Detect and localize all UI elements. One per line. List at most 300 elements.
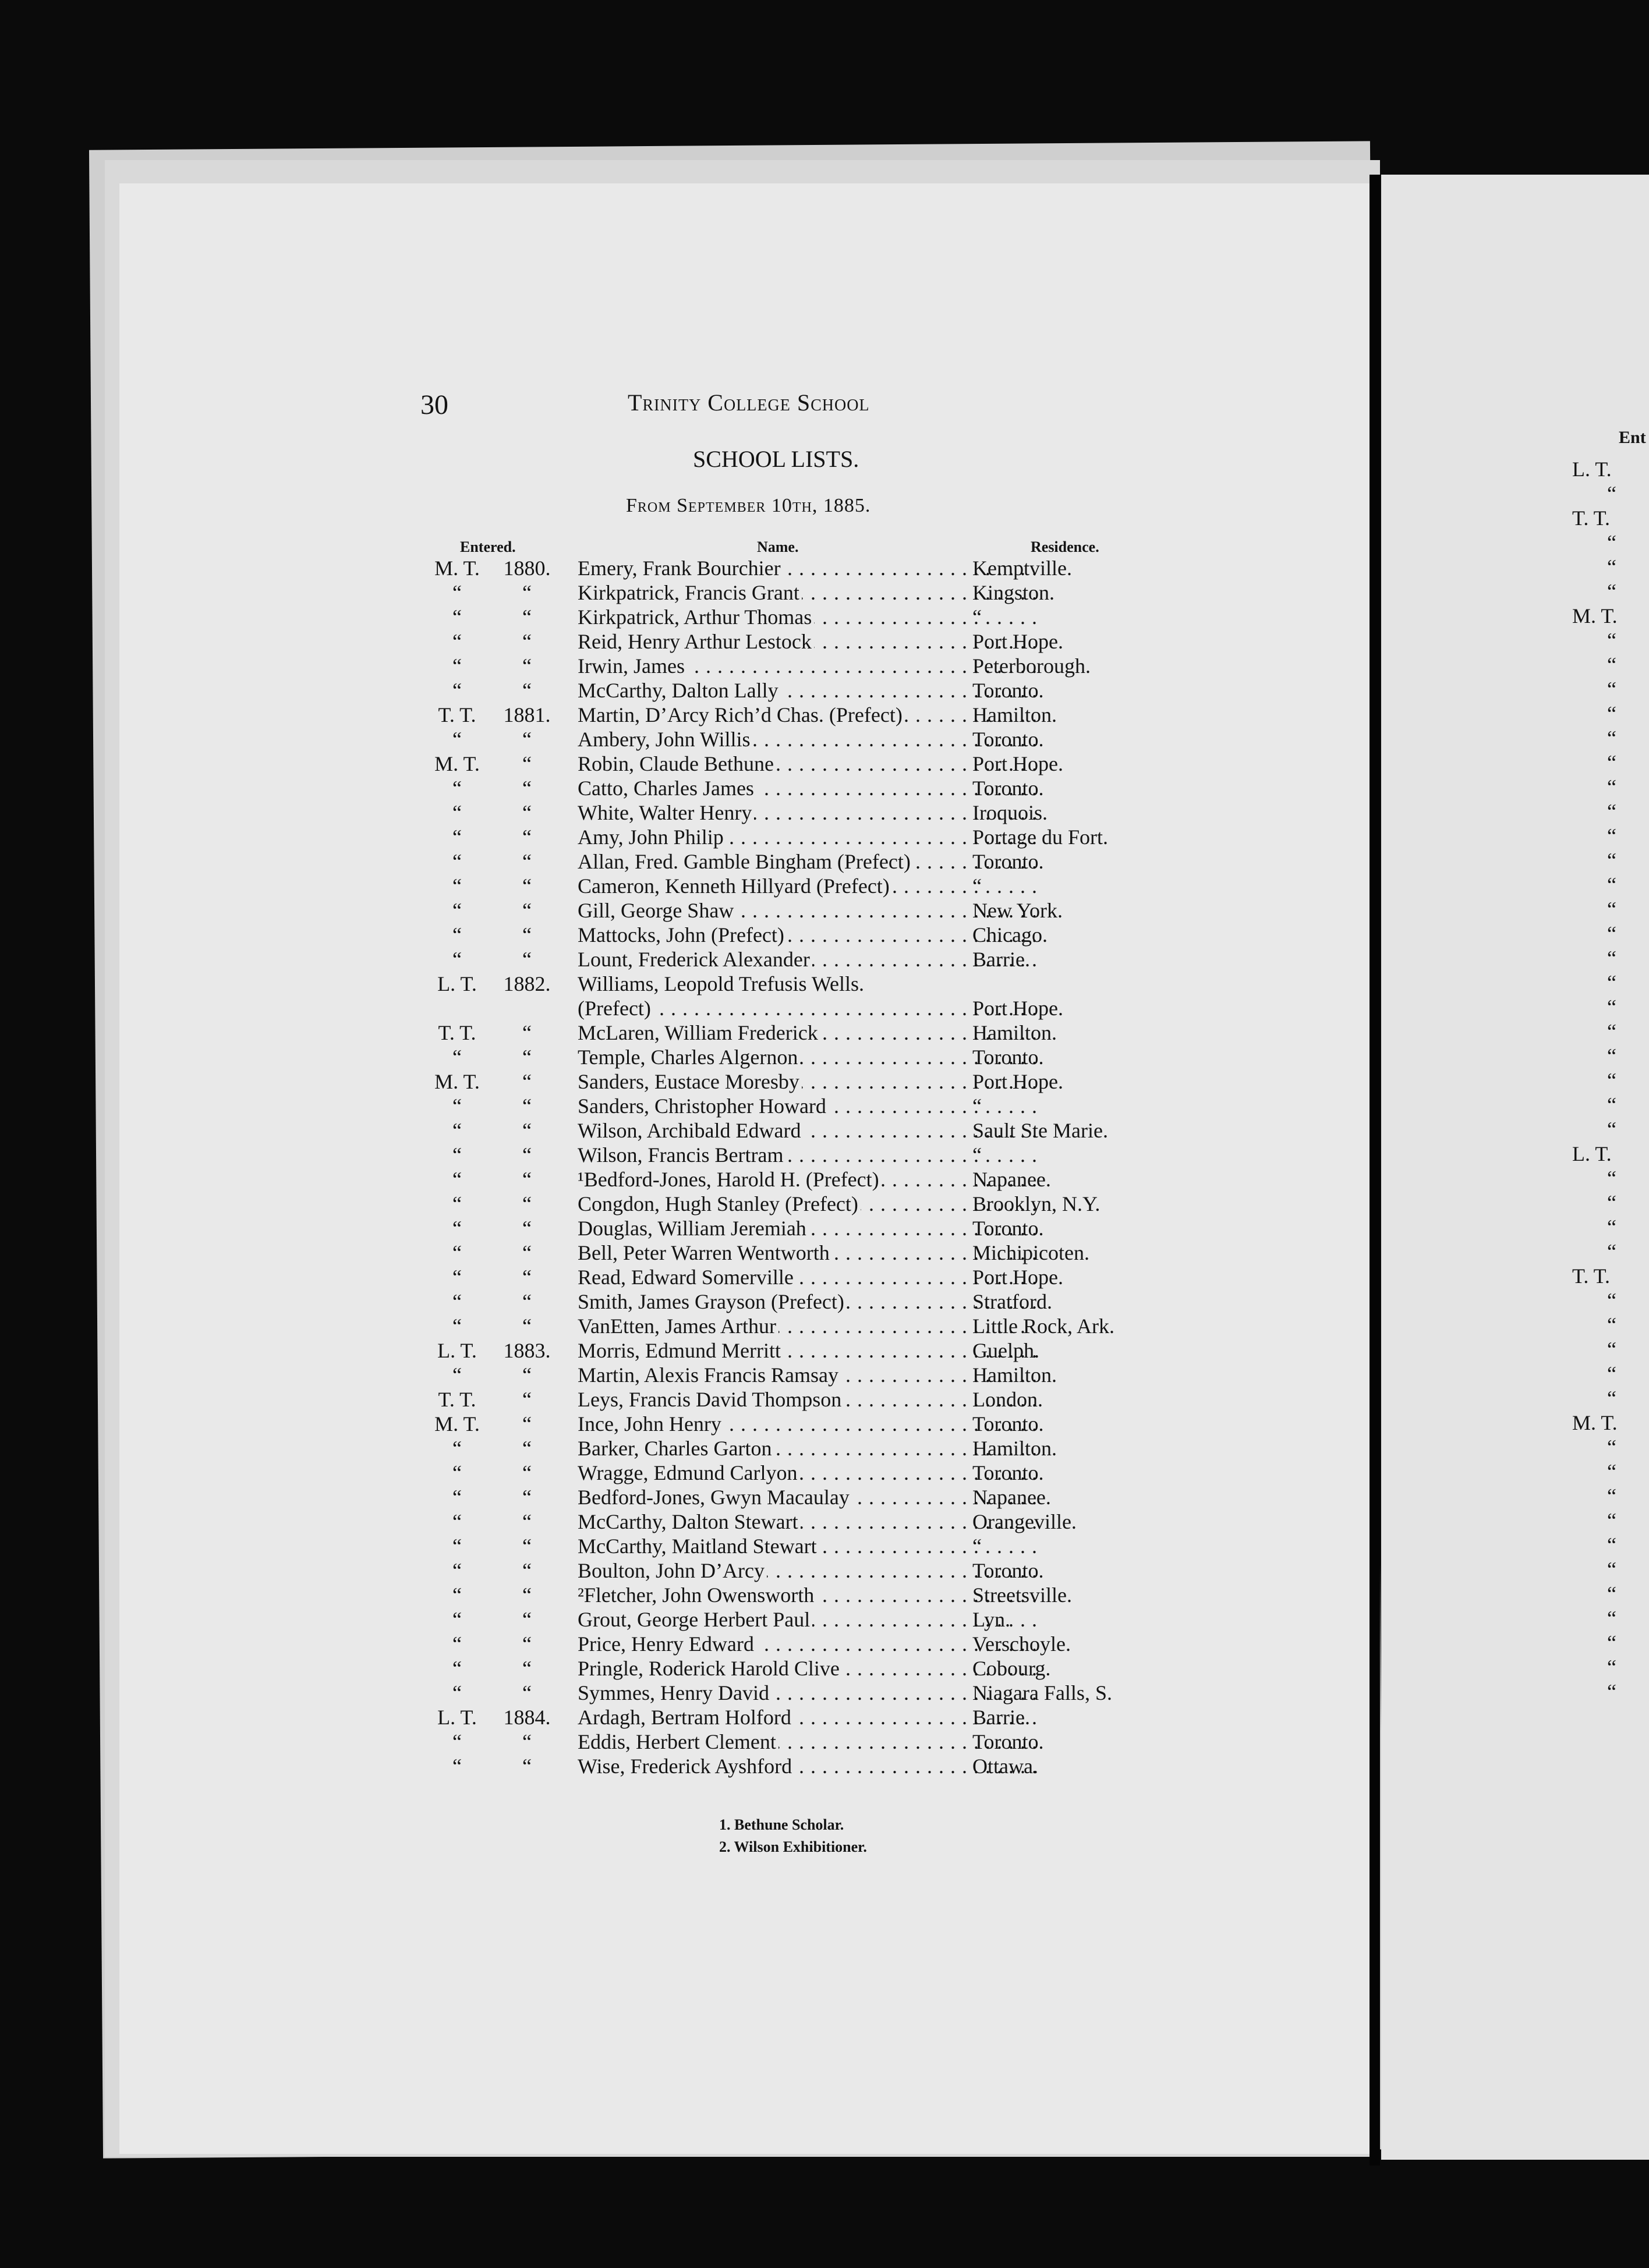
right-ditto-cell: “: [1607, 1558, 1616, 1581]
name-cell: [578, 1436, 805, 1461]
residence-cell: Hamilton.: [972, 1437, 1057, 1460]
student-list: [408, 556, 1223, 1778]
student-name: Symmes, Henry David: [578, 1681, 772, 1704]
residence-cell: New York.: [972, 899, 1063, 922]
student-name: Kirkpatrick, Arthur Thomas: [578, 605, 814, 629]
student-row: [408, 923, 1223, 947]
right-page-row: [1572, 1142, 1649, 1166]
student-name: White, Walter Henry: [578, 801, 754, 824]
right-ditto-cell: “: [1607, 555, 1616, 579]
student-name: Bell, Peter Warren Wentworth: [578, 1241, 832, 1264]
residence-cell: Verschoyle.: [972, 1632, 1071, 1656]
year-cell: “: [522, 1217, 532, 1240]
name-cell: [578, 1754, 805, 1778]
student-name: Cameron, Kenneth Hillyard (Prefect): [578, 874, 892, 898]
form-cell: “: [452, 679, 462, 702]
year-cell: “: [522, 1657, 532, 1680]
form-cell: “: [452, 1510, 462, 1533]
student-name: Boulton, John D’Arcy: [578, 1559, 767, 1582]
right-ditto-cell: “: [1607, 873, 1616, 896]
form-cell: “: [452, 1046, 462, 1069]
student-row: [408, 1705, 1223, 1730]
right-page-row: [1572, 750, 1649, 775]
right-ditto-cell: “: [1607, 824, 1616, 848]
year-cell: “: [522, 1559, 532, 1582]
right-form-cell: M. T.: [1572, 1411, 1618, 1434]
residence-cell: Toronto.: [972, 850, 1044, 873]
form-cell: “: [452, 899, 462, 922]
right-page-row: [1572, 701, 1649, 726]
year-cell: “: [522, 801, 532, 824]
year-cell: “: [522, 1755, 532, 1778]
year-cell: “: [522, 1192, 532, 1215]
footnote-1: 1. Bethune Scholar.: [719, 1816, 844, 1833]
name-cell: [578, 1461, 805, 1485]
student-row: [408, 1069, 1223, 1094]
name-cell: [578, 1607, 811, 1632]
residence-cell: Toronto.: [972, 1217, 1044, 1240]
page-number: 30: [420, 389, 448, 420]
right-ditto-cell: “: [1607, 1362, 1616, 1385]
residence-cell: Napanee.: [972, 1486, 1051, 1509]
student-row: [408, 1730, 1223, 1754]
right-page-row: [1572, 579, 1649, 604]
name-cell: [578, 654, 805, 678]
name-cell: [578, 727, 805, 752]
year-cell: “: [522, 1314, 532, 1338]
student-row: [408, 752, 1223, 776]
student-row: [408, 800, 1223, 825]
year-cell: “: [522, 728, 532, 751]
year-cell: “: [522, 581, 532, 604]
year-cell: 1884.: [503, 1706, 551, 1729]
year-cell: “: [522, 923, 532, 947]
right-page-row: [1572, 726, 1649, 750]
right-ditto-cell: “: [1607, 629, 1616, 652]
right-page-row: [1572, 897, 1649, 922]
right-page-row: [1572, 1533, 1649, 1557]
form-cell: “: [452, 1217, 462, 1240]
form-cell: M. T.: [434, 1412, 480, 1436]
student-row: [408, 1216, 1223, 1241]
name-cell: [578, 1192, 858, 1216]
student-name: Emery, Frank Bourchier: [578, 557, 783, 580]
right-page-row: [1572, 1606, 1649, 1631]
student-row: [408, 1289, 1223, 1314]
student-name: Read, Edward Somerville: [578, 1266, 796, 1289]
residence-cell: Toronto.: [972, 1559, 1044, 1582]
student-name: Kirkpatrick, Francis Grant: [578, 581, 802, 604]
form-cell: T. T.: [438, 703, 476, 727]
right-ditto-cell: “: [1607, 1093, 1616, 1117]
student-row: [408, 776, 1223, 800]
form-cell: “: [452, 1290, 462, 1313]
form-cell: “: [452, 923, 462, 947]
right-page-row: [1572, 1313, 1649, 1337]
student-name: Grout, George Herbert Paul: [578, 1608, 812, 1631]
right-ditto-cell: “: [1607, 580, 1616, 603]
form-cell: “: [452, 1486, 462, 1509]
student-name: Wragge, Edmund Carlyon: [578, 1461, 799, 1484]
student-row: [408, 1045, 1223, 1069]
right-page-row: [1572, 1679, 1649, 1704]
right-ditto-cell: “: [1607, 947, 1616, 970]
year-cell: “: [522, 1266, 532, 1289]
name-cell: [578, 1069, 805, 1094]
right-ditto-cell: “: [1607, 1436, 1616, 1459]
student-name: McCarthy, Dalton Lally: [578, 679, 781, 702]
form-cell: “: [452, 1094, 462, 1118]
right-ditto-cell: “: [1607, 1020, 1616, 1043]
year-cell: “: [522, 1388, 532, 1411]
footnote-2: 2. Wilson Exhibitioner.: [719, 1838, 867, 1855]
student-name: VanEtten, James Arthur: [578, 1314, 779, 1338]
name-cell: [578, 1705, 805, 1730]
form-cell: L. T.: [437, 1339, 477, 1362]
book-gutter: [1370, 175, 1380, 2166]
right-page-row: [1572, 775, 1649, 799]
form-cell: “: [452, 1657, 462, 1680]
student-row: [408, 1436, 1223, 1461]
form-cell: “: [452, 1241, 462, 1264]
residence-cell: Ottawa.: [972, 1755, 1038, 1778]
form-cell: “: [452, 1192, 462, 1215]
year-cell: 1880.: [503, 557, 551, 580]
right-page-row: [1572, 1435, 1649, 1459]
right-page-row: [1572, 995, 1649, 1019]
name-cell: [578, 752, 805, 776]
form-cell: “: [452, 825, 462, 849]
form-cell: L. T.: [437, 1706, 477, 1729]
name-cell: [578, 1241, 830, 1265]
name-cell: [578, 1583, 815, 1607]
name-cell: [578, 1167, 879, 1192]
right-form-cell: T. T.: [1572, 1264, 1610, 1288]
student-row: [408, 1461, 1223, 1485]
name-cell: [578, 1118, 805, 1143]
form-cell: “: [452, 1681, 462, 1704]
right-page-row: [1572, 1215, 1649, 1239]
name-cell: [578, 972, 997, 996]
form-cell: “: [452, 654, 462, 678]
student-row: [408, 1485, 1223, 1509]
form-cell: “: [452, 1143, 462, 1167]
year-cell: 1881.: [503, 703, 551, 727]
student-row: [408, 580, 1223, 605]
name-cell: [578, 849, 911, 874]
student-name: Mattocks, John (Prefect): [578, 923, 787, 947]
column-header-name: Name.: [757, 538, 799, 555]
right-page-row: [1572, 1166, 1649, 1190]
year-cell: “: [522, 1070, 532, 1093]
right-ditto-cell: “: [1607, 1289, 1616, 1312]
student-row: [408, 1338, 1223, 1363]
residence-cell: Toronto.: [972, 1461, 1044, 1484]
right-ditto-cell: “: [1607, 1240, 1616, 1263]
right-page-row: [1572, 677, 1649, 701]
student-row: [408, 1118, 1223, 1143]
student-row: [408, 1314, 1223, 1338]
form-cell: T. T.: [438, 1388, 476, 1411]
student-name: Pringle, Roderick Harold Clive: [578, 1657, 842, 1680]
name-cell: [578, 874, 890, 898]
right-page-row: [1572, 628, 1649, 653]
right-ditto-cell: “: [1607, 1533, 1616, 1557]
year-cell: 1882.: [503, 972, 551, 995]
student-name: Sanders, Eustace Moresby: [578, 1070, 802, 1093]
running-head: Trinity College School: [628, 389, 870, 416]
name-cell: [578, 1265, 805, 1289]
residence-cell: Michipicoten.: [972, 1241, 1089, 1264]
right-ditto-cell: “: [1607, 898, 1616, 921]
student-name: Leys, Francis David Thompson: [578, 1388, 844, 1411]
right-page-row: [1572, 653, 1649, 677]
right-page-row: [1572, 1362, 1649, 1386]
right-ditto-cell: “: [1607, 775, 1616, 799]
name-cell: [578, 1363, 838, 1387]
student-row: [408, 727, 1223, 752]
student-name: Bedford-Jones, Gwyn Macaulay: [578, 1486, 852, 1509]
name-cell: [578, 1020, 818, 1045]
residence-cell: Toronto.: [972, 777, 1044, 800]
residence-cell: Barrie.: [972, 948, 1030, 971]
year-cell: “: [522, 1437, 532, 1460]
right-ditto-cell: “: [1607, 653, 1616, 676]
right-page-header-fragment: Ent: [1619, 428, 1646, 447]
form-cell: “: [452, 1363, 462, 1387]
student-name: McLaren, William Frederick: [578, 1021, 820, 1044]
form-cell: “: [452, 728, 462, 751]
student-row: [408, 825, 1223, 849]
right-ditto-cell: “: [1607, 1582, 1616, 1606]
student-row: [408, 556, 1223, 580]
student-name: Congdon, Hugh Stanley (Prefect): [578, 1192, 861, 1215]
right-page-row: [1572, 1337, 1649, 1362]
year-cell: “: [522, 1143, 532, 1167]
student-name: Irwin, James: [578, 654, 687, 678]
student-row: [408, 1534, 1223, 1558]
form-cell: “: [452, 1266, 462, 1289]
year-cell: “: [522, 1412, 532, 1436]
right-ditto-cell: “: [1607, 995, 1616, 1019]
year-cell: “: [522, 1486, 532, 1509]
residence-cell: Peterborough.: [972, 654, 1091, 678]
right-page-row: [1572, 1019, 1649, 1044]
right-ditto-cell: “: [1607, 922, 1616, 945]
residence-cell: Lyn.: [972, 1608, 1011, 1631]
right-ditto-cell: “: [1607, 1167, 1616, 1190]
section-title: SCHOOL LISTS.: [693, 446, 859, 472]
name-cell: [578, 1681, 805, 1705]
student-row: [408, 1265, 1223, 1289]
name-cell: [578, 1045, 805, 1069]
form-cell: “: [452, 1168, 462, 1191]
residence-cell: Toronto.: [972, 1046, 1044, 1069]
student-name: Barker, Charles Garton: [578, 1437, 774, 1460]
year-cell: “: [522, 1290, 532, 1313]
student-row: [408, 1363, 1223, 1387]
residence-cell: Port Hope.: [972, 997, 1063, 1020]
student-name: Temple, Charles Algernon: [578, 1046, 800, 1069]
column-header-entered: Entered.: [460, 538, 516, 555]
student-name: Wilson, Archibald Edward: [578, 1119, 803, 1142]
right-page-row: [1572, 1117, 1649, 1142]
year-cell: “: [522, 899, 532, 922]
right-page-row: [1572, 457, 1649, 481]
residence-cell: Port Hope.: [972, 752, 1063, 775]
student-name: Lount, Frederick Alexander: [578, 948, 812, 971]
right-page-row: [1572, 506, 1649, 530]
year-cell: “: [522, 752, 532, 775]
name-cell: [578, 580, 805, 605]
student-name: Douglas, William Jeremiah: [578, 1217, 809, 1240]
form-cell: “: [452, 581, 462, 604]
name-cell: [578, 1412, 805, 1436]
right-page-row: [1572, 848, 1649, 873]
student-name: Gill, George Shaw: [578, 899, 736, 922]
right-ditto-cell: “: [1607, 800, 1616, 823]
student-name: McCarthy, Dalton Stewart: [578, 1510, 801, 1533]
form-cell: “: [452, 777, 462, 800]
name-cell: [578, 556, 805, 580]
right-ditto-cell: “: [1607, 482, 1616, 505]
year-cell: “: [522, 679, 532, 702]
student-name: Ardagh, Bertram Holford: [578, 1706, 794, 1729]
right-page-row: [1572, 1093, 1649, 1117]
right-page-row: [1572, 1264, 1649, 1288]
residence-cell: Iroquois.: [972, 801, 1048, 824]
year-cell: “: [522, 1119, 532, 1142]
right-page-row: [1572, 970, 1649, 995]
year-cell: “: [522, 1608, 532, 1631]
right-ditto-cell: “: [1607, 1313, 1616, 1337]
right-form-cell: L. T.: [1572, 458, 1612, 481]
right-page-row: [1572, 555, 1649, 579]
name-cell: [578, 1558, 805, 1583]
student-name: Catto, Charles James: [578, 777, 756, 800]
right-page-row: [1572, 799, 1649, 824]
residence-cell: Kingston.: [972, 581, 1055, 604]
name-cell: [578, 1387, 842, 1412]
residence-cell: London.: [972, 1388, 1043, 1411]
name-cell: [578, 776, 805, 800]
residence-cell: Barrie.: [972, 1706, 1030, 1729]
student-row: [408, 1607, 1223, 1632]
residence-cell: Kemptville.: [972, 557, 1072, 580]
right-form-cell: T. T.: [1572, 506, 1610, 530]
student-row: [408, 703, 1223, 727]
year-cell: “: [522, 1681, 532, 1704]
student-name: Ince, John Henry: [578, 1412, 724, 1436]
form-cell: M. T.: [434, 752, 480, 775]
student-name: Wise, Frederick Ayshford: [578, 1755, 794, 1778]
residence-cell: Toronto.: [972, 728, 1044, 751]
name-cell: [578, 1338, 805, 1363]
right-page-row: [1572, 1557, 1649, 1582]
student-row: [408, 1094, 1223, 1118]
residence-cell: Chicago.: [972, 923, 1048, 947]
right-ditto-cell: “: [1607, 971, 1616, 994]
year-cell: “: [522, 948, 532, 971]
form-cell: “: [452, 801, 462, 824]
year-cell: “: [522, 1094, 532, 1118]
right-page-row: [1572, 922, 1649, 946]
student-row: [408, 874, 1223, 898]
right-page-row: [1572, 1068, 1649, 1093]
name-cell: [578, 1632, 805, 1656]
residence-cell: Streetsville.: [972, 1583, 1072, 1607]
residence-cell: “: [972, 1094, 982, 1118]
residence-cell: “: [972, 605, 982, 629]
year-cell: “: [522, 1363, 532, 1387]
form-cell: “: [452, 874, 462, 898]
year-cell: “: [522, 777, 532, 800]
year-cell: “: [522, 605, 532, 629]
right-ditto-cell: “: [1607, 1460, 1616, 1483]
form-cell: “: [452, 1632, 462, 1656]
student-name: ¹Bedford-Jones, Harold H. (Prefect): [578, 1168, 882, 1191]
residence-cell: Port Hope.: [972, 1070, 1063, 1093]
year-cell: “: [522, 1241, 532, 1264]
form-cell: “: [452, 1314, 462, 1338]
residence-cell: Niagara Falls, S.: [972, 1681, 1112, 1704]
year-cell: “: [522, 1632, 532, 1656]
name-cell: [578, 923, 805, 947]
right-page-row: [1572, 481, 1649, 506]
year-cell: “: [522, 850, 532, 873]
year-cell: “: [522, 1510, 532, 1533]
right-page-row: [1572, 1631, 1649, 1655]
name-cell: [578, 1656, 840, 1681]
student-row: [408, 1241, 1223, 1265]
student-name: ²Fletcher, John Owensworth: [578, 1583, 816, 1607]
right-ditto-cell: “: [1607, 1338, 1616, 1361]
year-cell: “: [522, 1730, 532, 1753]
residence-cell: Port Hope.: [972, 630, 1063, 653]
student-row: [408, 996, 1223, 1020]
student-row: [408, 947, 1223, 972]
year-cell: “: [522, 1583, 532, 1607]
residence-cell: Toronto.: [972, 679, 1044, 702]
right-ditto-cell: “: [1607, 1118, 1616, 1141]
form-cell: “: [452, 1755, 462, 1778]
residence-cell: Little Rock, Ark.: [972, 1314, 1114, 1338]
student-row: [408, 1681, 1223, 1705]
right-page-row: [1572, 1190, 1649, 1215]
form-cell: “: [452, 1583, 462, 1607]
student-row: [408, 1558, 1223, 1583]
residence-cell: Guelph.: [972, 1339, 1039, 1362]
right-page-row: [1572, 1044, 1649, 1068]
right-page-list: [1572, 457, 1649, 1704]
form-cell: “: [452, 1437, 462, 1460]
right-page-row: [1572, 873, 1649, 897]
student-name: Martin, D’Arcy Rich’d Chas. (Prefect): [578, 703, 905, 727]
student-row: [408, 1632, 1223, 1656]
name-cell: [578, 605, 812, 629]
student-row: [408, 1020, 1223, 1045]
residence-cell: Port Hope.: [972, 1266, 1063, 1289]
name-cell: [578, 678, 805, 703]
student-name: (Prefect): [578, 997, 653, 1020]
right-form-cell: L. T.: [1572, 1142, 1612, 1165]
residence-cell: “: [972, 1143, 982, 1167]
residence-cell: Cobourg.: [972, 1657, 1051, 1680]
right-page-row: [1572, 824, 1649, 848]
name-cell: [578, 1730, 805, 1754]
student-name: Ambery, John Willis: [578, 728, 753, 751]
right-ditto-cell: “: [1607, 1656, 1616, 1679]
